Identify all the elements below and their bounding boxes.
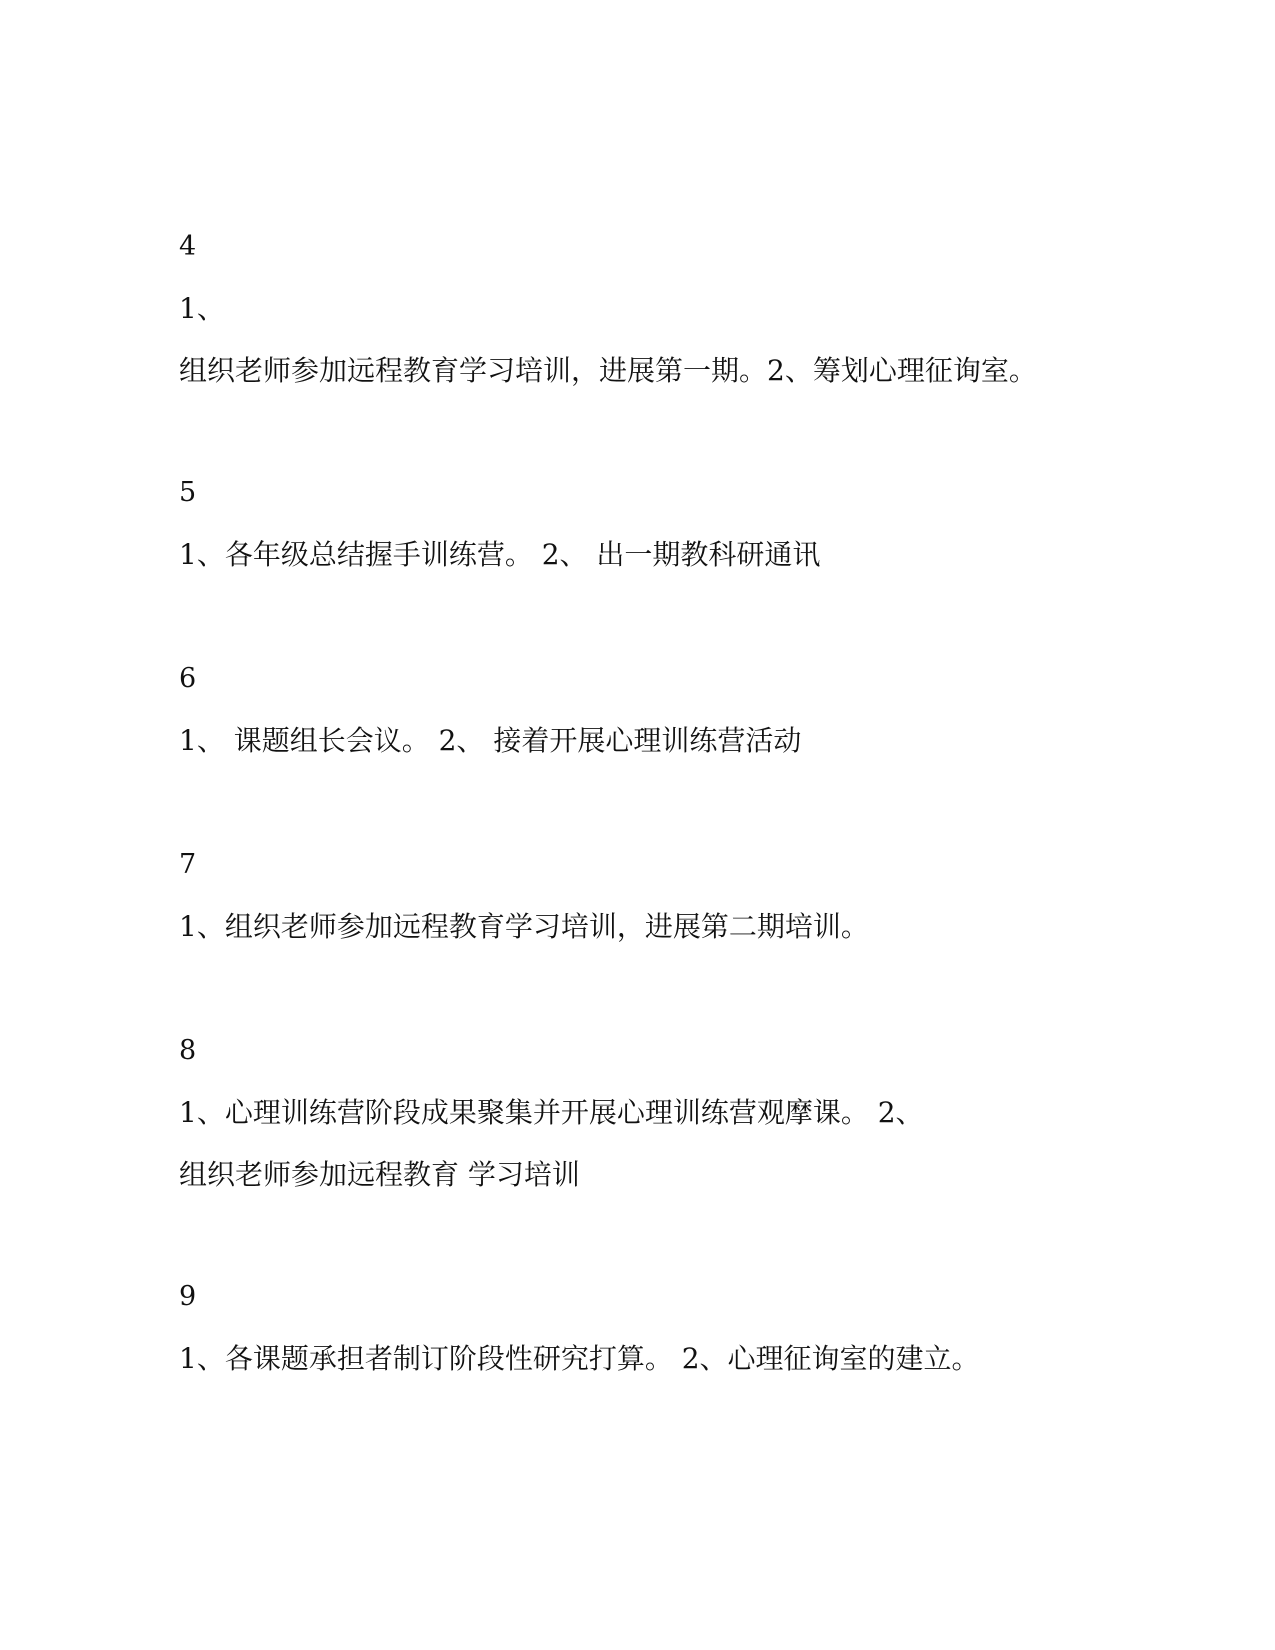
section-line: 1、 课题组长会议。 2、 接着开展心理训练营活动	[179, 724, 802, 757]
section-line: 1、各课题承担者制订阶段性研究打算。 2、心理征询室的建立。	[179, 1342, 980, 1375]
section-number: 5	[179, 477, 197, 508]
section-line: 1、	[179, 292, 225, 325]
section-number: 9	[179, 1281, 197, 1312]
section-line: 组织老师参加远程教育 学习培训	[179, 1158, 580, 1191]
section-number: 4	[179, 231, 197, 262]
section-number: 6	[179, 663, 197, 694]
section-line: 1、各年级总结握手训练营。 2、 出一期教科研通讯	[179, 538, 821, 571]
section-line: 组织老师参加远程教育学习培训，进展第一期。2、筹划心理征询室。	[179, 354, 1037, 387]
section-number: 8	[179, 1035, 197, 1066]
section-line: 1、组织老师参加远程教育学习培训，进展第二期培训。	[179, 910, 869, 943]
section-number: 7	[179, 849, 197, 880]
section-line: 1、心理训练营阶段成果聚集并开展心理训练营观摩课。 2、	[179, 1096, 924, 1129]
